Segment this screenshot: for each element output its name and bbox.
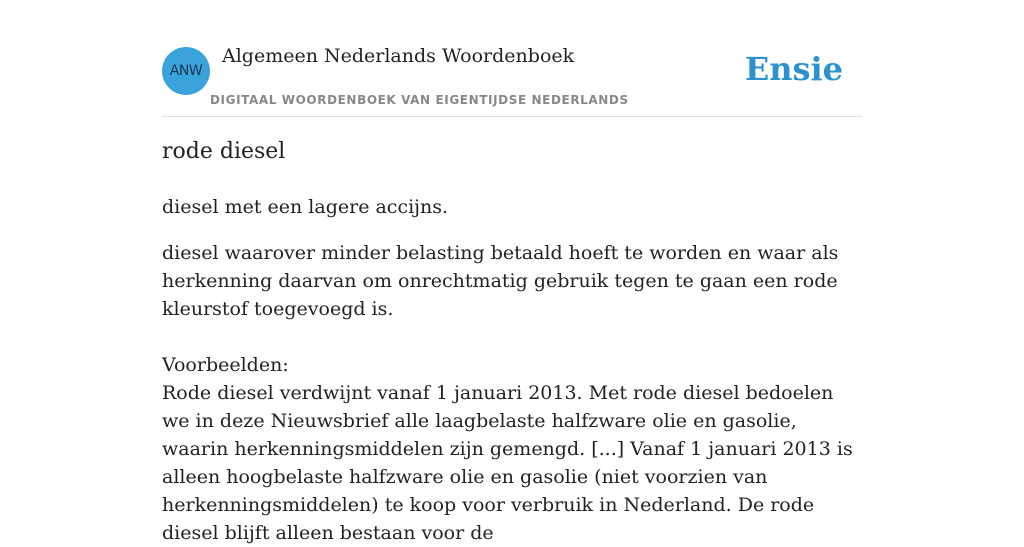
- long-definition-block: [162, 239, 862, 547]
- headword: rode diesel: [162, 139, 286, 164]
- source-title[interactable]: Algemeen Nederlands Woordenboek: [222, 45, 575, 67]
- short-definition: diesel met een lagere accijns.: [162, 196, 449, 218]
- ensie-brand-logo[interactable]: Ensie: [744, 50, 843, 88]
- anw-logo[interactable]: ANW: [162, 47, 210, 95]
- source-subtitle: DIGITAAL WOORDENBOEK VAN EIGENTIJDSE NEDERLANDS: [210, 93, 629, 107]
- entry-page: [162, 0, 862, 544]
- source-header: [162, 0, 862, 117]
- example-text: Rode diesel verdwijnt vanaf 1 januari 2013. Met rode diesel bedoelen we in deze Nieuwsbrief alle laagbelaste halfzware olie en gasolie, waarin herkenningsmiddelen zijn gemengd. [...] Vanaf 1 januari 2013 is alleen hoogbelaste halfzware olie en gasolie (niet voorzien van herkenningsmiddelen) te koop voor verbruik in Nederland. De rode diesel blijft alleen bestaan voor de: [162, 382, 853, 544]
- long-definition: diesel waarover minder belasting betaald hoeft te worden en waar als herkenning daarvan om onrechtmatig gebruik tegen te gaan een rode kleurstof toegevoegd is.: [162, 242, 839, 320]
- examples-label: Voorbeelden:: [162, 354, 289, 376]
